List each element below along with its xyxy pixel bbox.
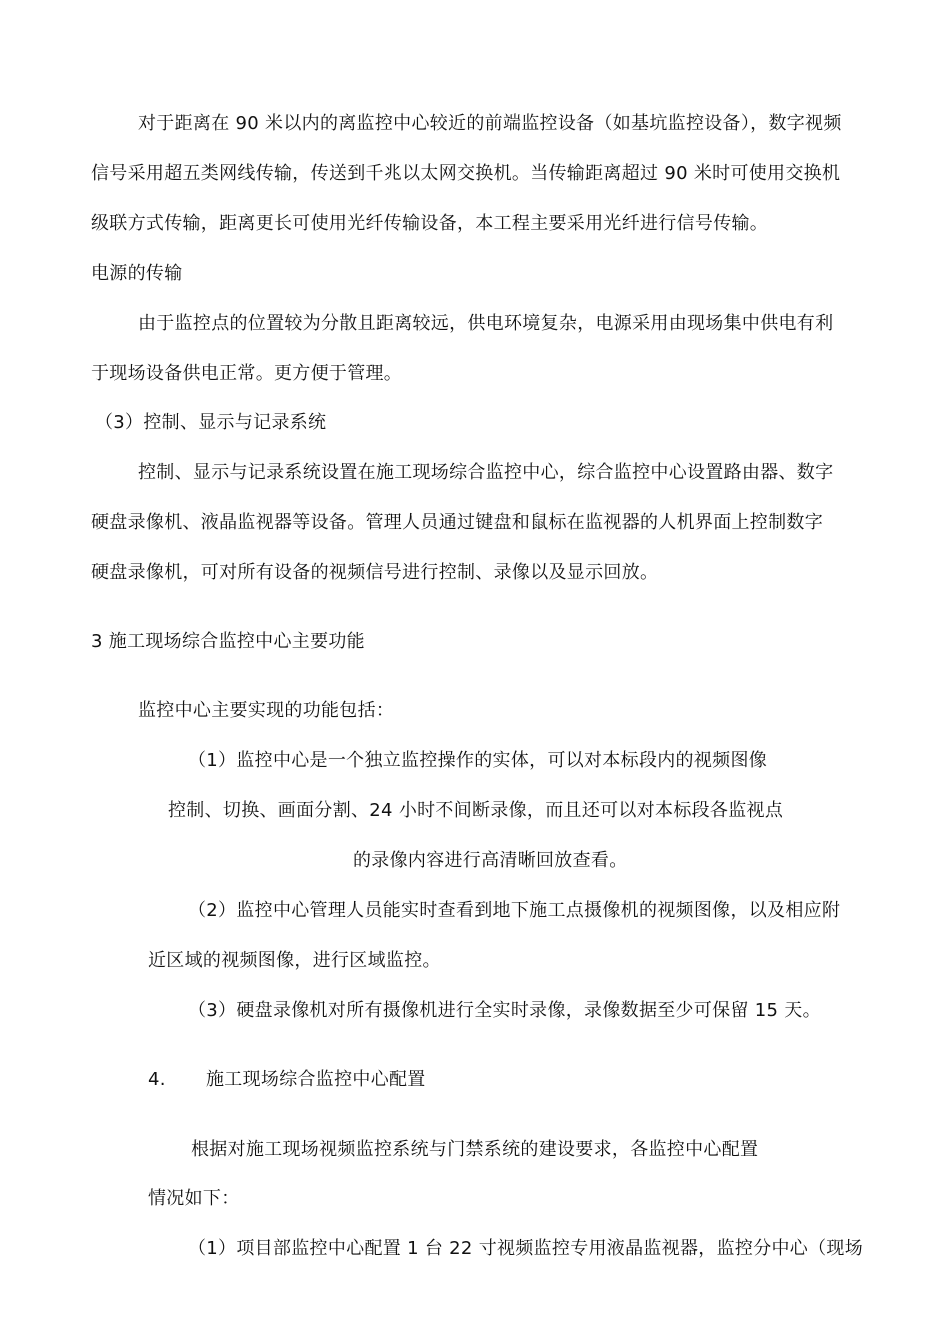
paragraph-line: 由于监控点的位置较为分散且距离较远，供电环境复杂，电源采用由现场集中供电有利 bbox=[138, 313, 834, 334]
list-item-line: （2）监控中心管理人员能实时查看到地下施工点摄像机的视频图像，以及相应附 bbox=[188, 900, 841, 921]
paragraph-line: 情况如下： bbox=[148, 1188, 240, 1209]
section-number: 4. bbox=[148, 1069, 166, 1090]
paragraph-line: 于现场设备供电正常。更方便于管理。 bbox=[91, 363, 403, 384]
paragraph-line: 级联方式传输，距离更长可使用光纤传输设备，本工程主要采用光纤进行信号传输。 bbox=[91, 213, 769, 234]
list-item-line: 近区域的视频图像，进行区域监控。 bbox=[148, 950, 441, 971]
list-item-line: （1）监控中心是一个独立监控操作的实体，可以对本标段内的视频图像 bbox=[188, 750, 768, 771]
list-item-line: 控制、切换、画面分割、24 小时不间断录像，而且还可以对本标段各监视点 bbox=[168, 800, 784, 821]
paragraph-line: 根据对施工现场视频监控系统与门禁系统的建设要求，各监控中心配置 bbox=[191, 1139, 759, 1160]
section-heading: （3）控制、显示与记录系统 bbox=[95, 412, 327, 433]
section-heading: 电源的传输 bbox=[91, 263, 183, 284]
section-heading: 施工现场综合监控中心配置 bbox=[206, 1069, 426, 1090]
paragraph-line: 信号采用超五类网线传输，传送到千兆以太网交换机。当传输距离超过 90 米时可使用交换机 bbox=[91, 163, 841, 184]
paragraph-line: 监控中心主要实现的功能包括： bbox=[138, 700, 395, 721]
section-heading: 3 施工现场综合监控中心主要功能 bbox=[91, 631, 365, 652]
paragraph-line: 对于距离在 90 米以内的离监控中心较近的前端监控设备（如基坑监控设备），数字视频 bbox=[138, 113, 842, 134]
paragraph-line: 硬盘录像机，可对所有设备的视频信号进行控制、录像以及显示回放。 bbox=[91, 562, 659, 583]
paragraph-line: 硬盘录像机、液晶监视器等设备。管理人员通过键盘和鼠标在监视器的人机界面上控制数字 bbox=[91, 512, 823, 533]
list-item-line: （3）硬盘录像机对所有摄像机进行全实时录像，录像数据至少可保留 15 天。 bbox=[188, 1000, 821, 1021]
list-item-line: 的录像内容进行高清晰回放查看。 bbox=[353, 850, 628, 871]
paragraph-line: 控制、显示与记录系统设置在施工现场综合监控中心，综合监控中心设置路由器、数字 bbox=[138, 462, 834, 483]
list-item-line: （1）项目部监控中心配置 1 台 22 寸视频监控专用液晶监视器，监控分中心（现场 bbox=[188, 1238, 863, 1259]
